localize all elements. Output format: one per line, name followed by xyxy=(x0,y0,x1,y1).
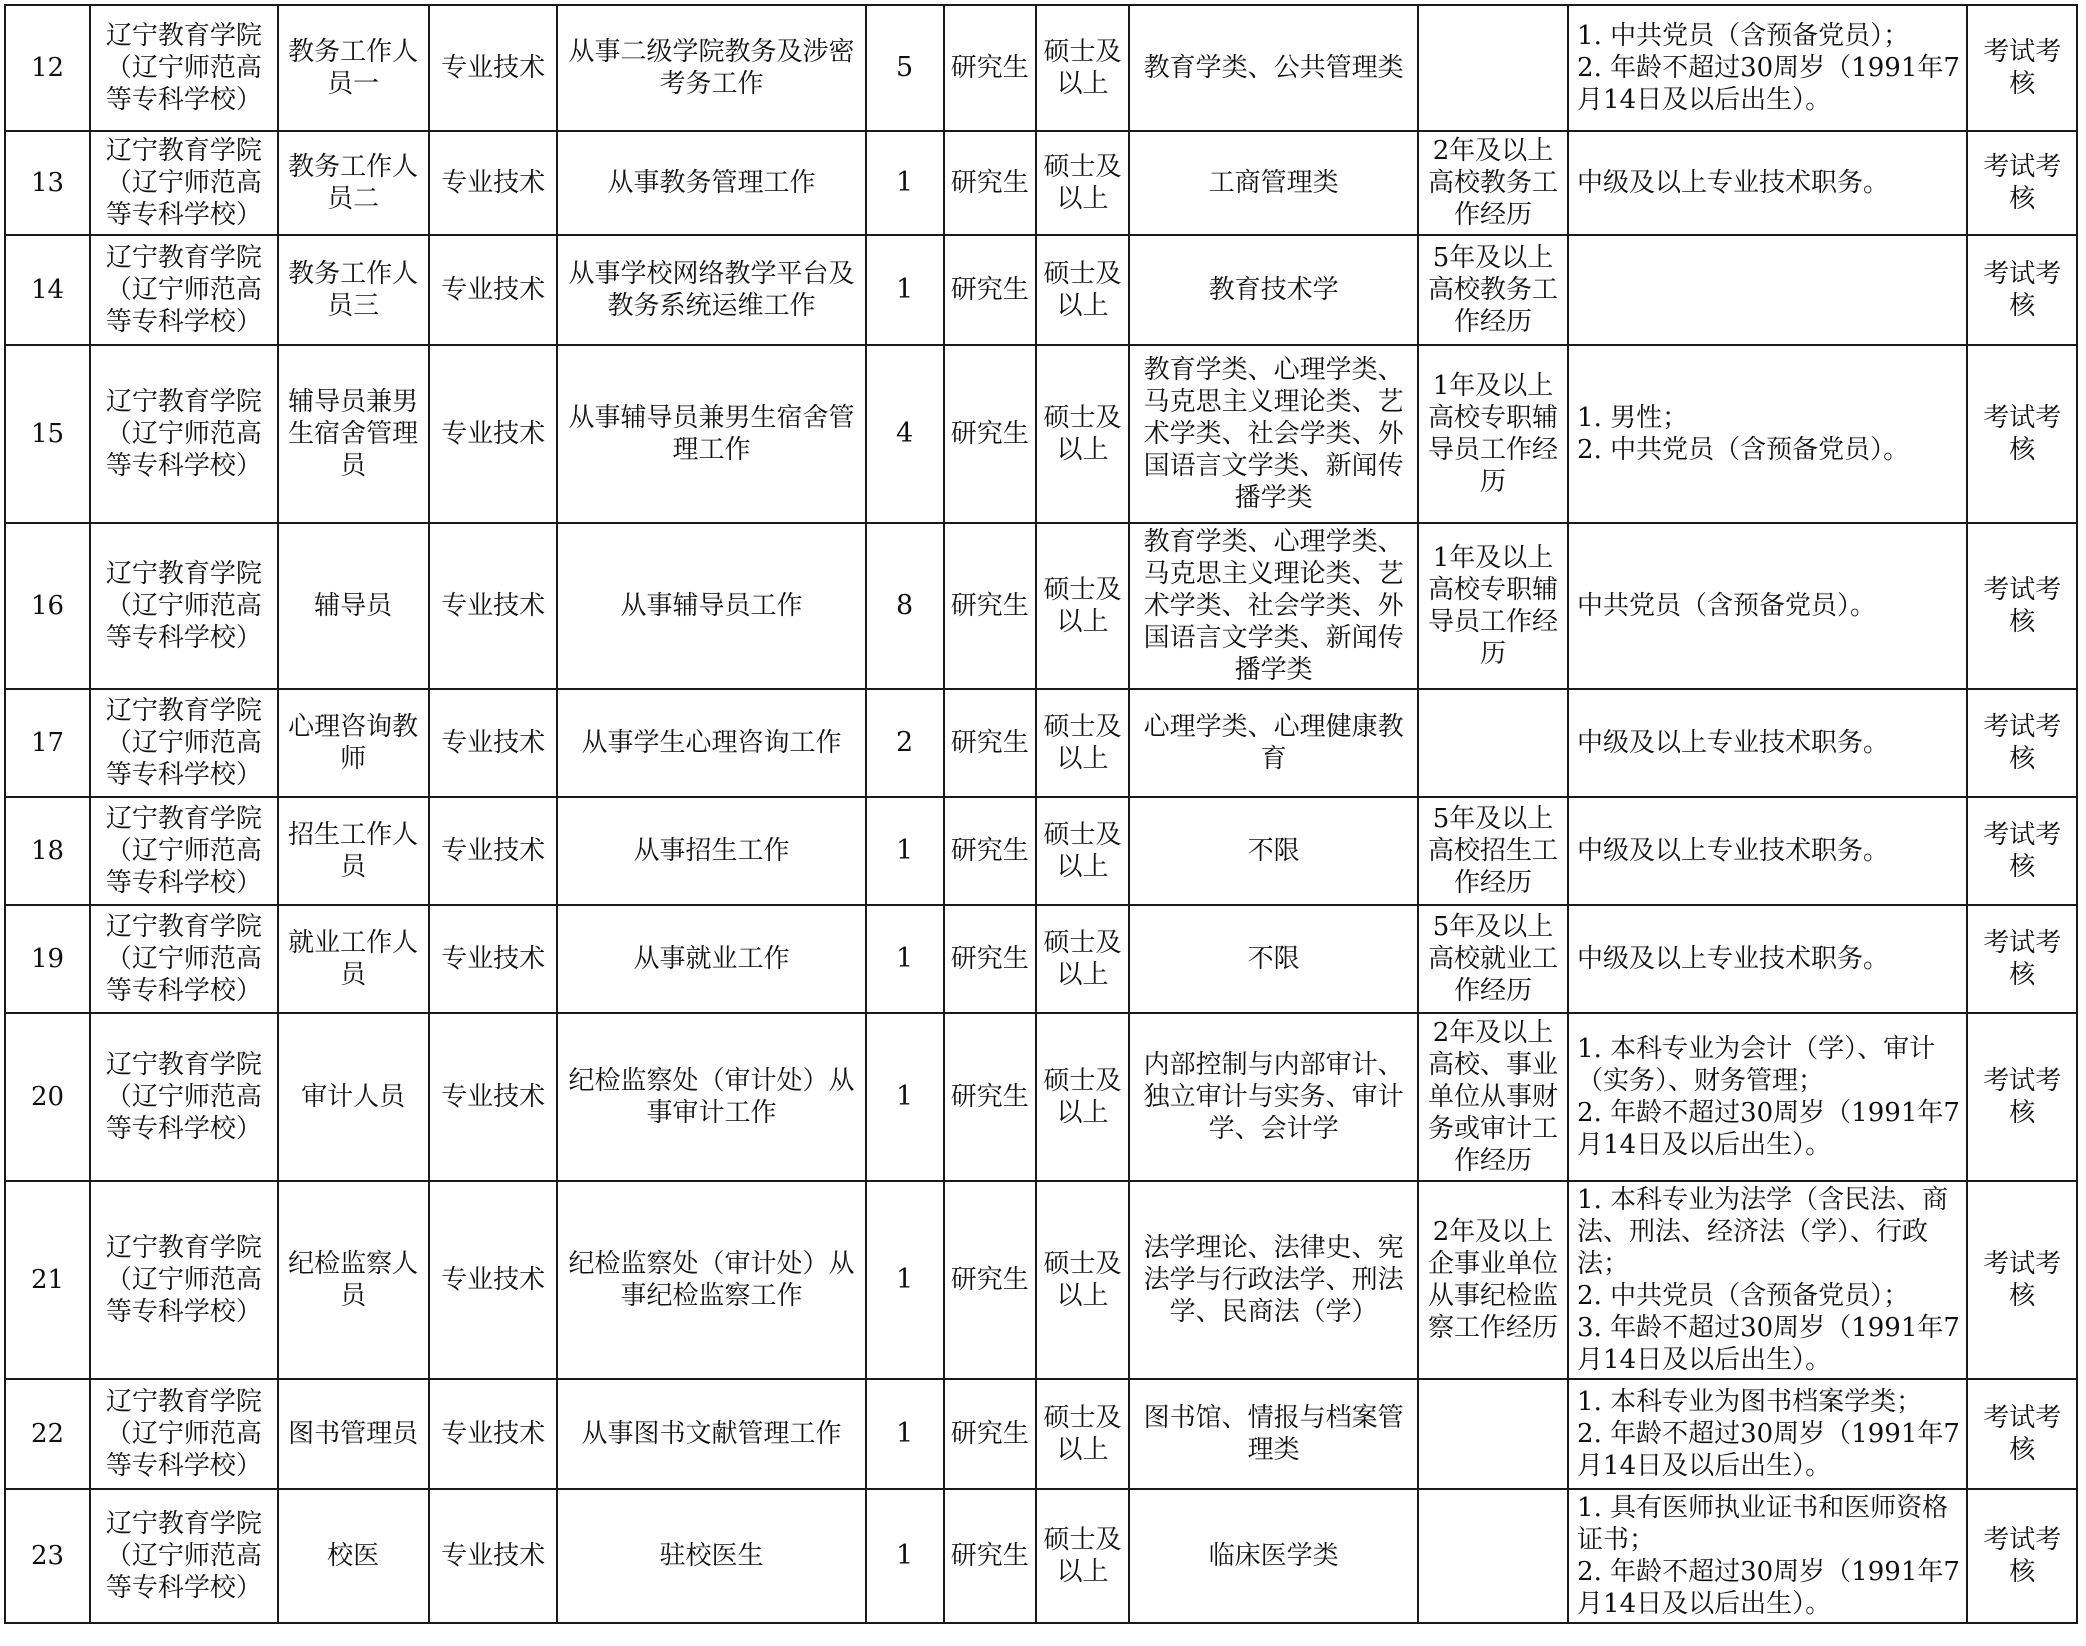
cell-index: 12 xyxy=(5,5,90,131)
cell-position: 纪检监察人员 xyxy=(278,1181,429,1379)
cell-category: 专业技术 xyxy=(429,1489,558,1623)
cell-degree: 硕士及以上 xyxy=(1036,345,1129,523)
cell-duty: 从事辅导员工作 xyxy=(557,523,865,689)
cell-duty: 从事学校网络教学平台及教务系统运维工作 xyxy=(557,235,865,345)
cell-index: 15 xyxy=(5,345,90,523)
table-row xyxy=(5,5,2077,131)
cell-duty: 从事招生工作 xyxy=(557,797,865,905)
cell-index: 23 xyxy=(5,1489,90,1623)
cell-method: 考试考核 xyxy=(1967,523,2077,689)
cell-method: 考试考核 xyxy=(1967,1489,2077,1623)
table-row xyxy=(5,523,2077,689)
cell-education: 研究生 xyxy=(944,235,1036,345)
cell-conditions xyxy=(1568,235,1967,345)
cell-major: 图书馆、情报与档案管理类 xyxy=(1129,1379,1418,1489)
cell-degree: 硕士及以上 xyxy=(1036,1181,1129,1379)
condition-line: 2. 中共党员（含预备党员）。 xyxy=(1577,435,1910,465)
condition-line: 2. 年龄不超过30周岁（1991年7月14日及以后出生）。 xyxy=(1577,1557,1960,1619)
cell-degree: 硕士及以上 xyxy=(1036,523,1129,689)
cell-major: 内部控制与内部审计、独立审计与实务、审计学、会计学 xyxy=(1129,1013,1418,1181)
condition-line: 1. 本科专业为法学（含民法、商法、刑法、经济法（学）、行政法； xyxy=(1577,1185,1949,1279)
cell-experience: 2年及以上企事业单位从事纪检监察工作经历 xyxy=(1418,1181,1568,1379)
cell-count: 8 xyxy=(866,523,944,689)
cell-unit: 辽宁教育学院（辽宁师范高等专科学校） xyxy=(90,1013,278,1181)
cell-unit: 辽宁教育学院（辽宁师范高等专科学校） xyxy=(90,345,278,523)
cell-category: 专业技术 xyxy=(429,523,558,689)
cell-position: 图书管理员 xyxy=(278,1379,429,1489)
cell-unit: 辽宁教育学院（辽宁师范高等专科学校） xyxy=(90,1379,278,1489)
cell-count: 1 xyxy=(866,1181,944,1379)
cell-index: 22 xyxy=(5,1379,90,1489)
cell-index: 14 xyxy=(5,235,90,345)
cell-major: 教育学类、心理学类、马克思主义理论类、艺术学类、社会学类、外国语言文学类、新闻传播学类 xyxy=(1129,345,1418,523)
cell-category: 专业技术 xyxy=(429,131,558,235)
cell-experience xyxy=(1418,5,1568,131)
cell-degree: 硕士及以上 xyxy=(1036,689,1129,797)
cell-position: 招生工作人员 xyxy=(278,797,429,905)
cell-method: 考试考核 xyxy=(1967,1181,2077,1379)
condition-line: 中级及以上专业技术职务。 xyxy=(1577,836,1890,866)
cell-method: 考试考核 xyxy=(1967,235,2077,345)
cell-education: 研究生 xyxy=(944,905,1036,1013)
cell-education: 研究生 xyxy=(944,1013,1036,1181)
cell-position: 辅导员兼男生宿舍管理员 xyxy=(278,345,429,523)
cell-conditions xyxy=(1568,5,1967,131)
cell-category: 专业技术 xyxy=(429,5,558,131)
cell-unit: 辽宁教育学院（辽宁师范高等专科学校） xyxy=(90,905,278,1013)
cell-index: 21 xyxy=(5,1181,90,1379)
cell-duty: 从事教务管理工作 xyxy=(557,131,865,235)
cell-position: 教务工作人员二 xyxy=(278,131,429,235)
condition-line: 中级及以上专业技术职务。 xyxy=(1577,944,1890,974)
condition-line: 2. 年龄不超过30周岁（1991年7月14日及以后出生）。 xyxy=(1577,1098,1960,1160)
cell-method: 考试考核 xyxy=(1967,689,2077,797)
table-row xyxy=(5,689,2077,797)
cell-duty: 纪检监察处（审计处）从事纪检监察工作 xyxy=(557,1181,865,1379)
condition-line: 3. 年龄不超过30周岁（1991年7月14日及以后出生）。 xyxy=(1577,1313,1960,1375)
cell-category: 专业技术 xyxy=(429,905,558,1013)
condition-line: 1. 本科专业为会计（学）、审计（实务）、财务管理； xyxy=(1577,1034,1936,1096)
cell-category: 专业技术 xyxy=(429,235,558,345)
cell-method: 考试考核 xyxy=(1967,5,2077,131)
cell-education: 研究生 xyxy=(944,1379,1036,1489)
cell-education: 研究生 xyxy=(944,131,1036,235)
cell-unit: 辽宁教育学院（辽宁师范高等专科学校） xyxy=(90,523,278,689)
table-row xyxy=(5,345,2077,523)
cell-conditions xyxy=(1568,1489,1967,1623)
cell-method: 考试考核 xyxy=(1967,345,2077,523)
cell-education: 研究生 xyxy=(944,5,1036,131)
cell-conditions xyxy=(1568,1181,1967,1379)
cell-degree: 硕士及以上 xyxy=(1036,1489,1129,1623)
cell-education: 研究生 xyxy=(944,1181,1036,1379)
cell-major: 教育学类、心理学类、马克思主义理论类、艺术学类、社会学类、外国语言文学类、新闻传播学类 xyxy=(1129,523,1418,689)
condition-line: 1. 男性； xyxy=(1577,403,1689,433)
cell-experience: 1年及以上高校专职辅导员工作经历 xyxy=(1418,523,1568,689)
cell-unit: 辽宁教育学院（辽宁师范高等专科学校） xyxy=(90,131,278,235)
cell-method: 考试考核 xyxy=(1967,797,2077,905)
cell-duty: 纪检监察处（审计处）从事审计工作 xyxy=(557,1013,865,1181)
cell-major: 临床医学类 xyxy=(1129,1489,1418,1623)
cell-education: 研究生 xyxy=(944,797,1036,905)
cell-experience: 1年及以上高校专职辅导员工作经历 xyxy=(1418,345,1568,523)
cell-experience xyxy=(1418,1489,1568,1623)
cell-position: 审计人员 xyxy=(278,1013,429,1181)
condition-line: 1. 中共党员（含预备党员）； xyxy=(1577,21,1910,51)
cell-method: 考试考核 xyxy=(1967,1379,2077,1489)
cell-degree: 硕士及以上 xyxy=(1036,797,1129,905)
cell-degree: 硕士及以上 xyxy=(1036,905,1129,1013)
cell-count: 1 xyxy=(866,235,944,345)
condition-line: 中级及以上专业技术职务。 xyxy=(1577,168,1890,198)
cell-count: 2 xyxy=(866,689,944,797)
table-body xyxy=(5,5,2077,1623)
cell-major: 工商管理类 xyxy=(1129,131,1418,235)
table-row xyxy=(5,1379,2077,1489)
cell-duty: 从事辅导员兼男生宿舍管理工作 xyxy=(557,345,865,523)
cell-duty: 从事二级学院教务及涉密考务工作 xyxy=(557,5,865,131)
cell-experience: 5年及以上高校教务工作经历 xyxy=(1418,235,1568,345)
cell-conditions xyxy=(1568,689,1967,797)
condition-line: 2. 中共党员（含预备党员）； xyxy=(1577,1281,1910,1311)
cell-degree: 硕士及以上 xyxy=(1036,1013,1129,1181)
cell-count: 1 xyxy=(866,1013,944,1181)
cell-unit: 辽宁教育学院（辽宁师范高等专科学校） xyxy=(90,1181,278,1379)
cell-index: 13 xyxy=(5,131,90,235)
cell-major: 法学理论、法律史、宪法学与行政法学、刑法学、民商法（学） xyxy=(1129,1181,1418,1379)
cell-unit: 辽宁教育学院（辽宁师范高等专科学校） xyxy=(90,5,278,131)
cell-method: 考试考核 xyxy=(1967,131,2077,235)
table-row xyxy=(5,905,2077,1013)
cell-index: 18 xyxy=(5,797,90,905)
cell-count: 1 xyxy=(866,1379,944,1489)
cell-unit: 辽宁教育学院（辽宁师范高等专科学校） xyxy=(90,1489,278,1623)
table-row xyxy=(5,1181,2077,1379)
cell-duty: 从事就业工作 xyxy=(557,905,865,1013)
cell-count: 1 xyxy=(866,905,944,1013)
cell-index: 17 xyxy=(5,689,90,797)
cell-experience: 5年及以上高校就业工作经历 xyxy=(1418,905,1568,1013)
cell-category: 专业技术 xyxy=(429,345,558,523)
cell-unit: 辽宁教育学院（辽宁师范高等专科学校） xyxy=(90,235,278,345)
cell-major: 不限 xyxy=(1129,797,1418,905)
cell-method: 考试考核 xyxy=(1967,1013,2077,1181)
cell-education: 研究生 xyxy=(944,345,1036,523)
condition-line: 1. 本科专业为图书档案学类； xyxy=(1577,1387,1923,1417)
cell-conditions xyxy=(1568,1013,1967,1181)
cell-method: 考试考核 xyxy=(1967,905,2077,1013)
cell-conditions xyxy=(1568,345,1967,523)
cell-conditions xyxy=(1568,1379,1967,1489)
cell-position: 就业工作人员 xyxy=(278,905,429,1013)
condition-line: 2. 年龄不超过30周岁（1991年7月14日及以后出生）。 xyxy=(1577,53,1960,115)
table-row xyxy=(5,797,2077,905)
cell-position: 教务工作人员一 xyxy=(278,5,429,131)
cell-duty: 从事学生心理咨询工作 xyxy=(557,689,865,797)
cell-degree: 硕士及以上 xyxy=(1036,5,1129,131)
cell-major: 教育技术学 xyxy=(1129,235,1418,345)
condition-line: 2. 年龄不超过30周岁（1991年7月14日及以后出生）。 xyxy=(1577,1419,1960,1481)
cell-index: 16 xyxy=(5,523,90,689)
condition-line: 中级及以上专业技术职务。 xyxy=(1577,728,1890,758)
table-row xyxy=(5,235,2077,345)
cell-category: 专业技术 xyxy=(429,1379,558,1489)
cell-count: 5 xyxy=(866,5,944,131)
cell-category: 专业技术 xyxy=(429,797,558,905)
table-row xyxy=(5,1489,2077,1623)
cell-education: 研究生 xyxy=(944,523,1036,689)
cell-conditions xyxy=(1568,905,1967,1013)
condition-line: 1. 具有医师执业证书和医师资格证书； xyxy=(1577,1493,1949,1555)
cell-major: 不限 xyxy=(1129,905,1418,1013)
cell-conditions xyxy=(1568,131,1967,235)
cell-count: 4 xyxy=(866,345,944,523)
cell-count: 1 xyxy=(866,131,944,235)
cell-experience: 2年及以上高校教务工作经历 xyxy=(1418,131,1568,235)
cell-major: 心理学类、心理健康教育 xyxy=(1129,689,1418,797)
recruitment-table xyxy=(4,4,2078,1624)
cell-conditions xyxy=(1568,797,1967,905)
cell-position: 心理咨询教师 xyxy=(278,689,429,797)
cell-experience: 2年及以上高校、事业单位从事财务或审计工作经历 xyxy=(1418,1013,1568,1181)
cell-unit: 辽宁教育学院（辽宁师范高等专科学校） xyxy=(90,689,278,797)
cell-degree: 硕士及以上 xyxy=(1036,1379,1129,1489)
cell-experience xyxy=(1418,1379,1568,1489)
cell-category: 专业技术 xyxy=(429,689,558,797)
cell-category: 专业技术 xyxy=(429,1181,558,1379)
cell-major: 教育学类、公共管理类 xyxy=(1129,5,1418,131)
cell-count: 1 xyxy=(866,1489,944,1623)
cell-count: 1 xyxy=(866,797,944,905)
cell-index: 20 xyxy=(5,1013,90,1181)
table-row xyxy=(5,131,2077,235)
table-row xyxy=(5,1013,2077,1181)
cell-category: 专业技术 xyxy=(429,1013,558,1181)
cell-education: 研究生 xyxy=(944,689,1036,797)
cell-duty: 驻校医生 xyxy=(557,1489,865,1623)
cell-duty: 从事图书文献管理工作 xyxy=(557,1379,865,1489)
condition-line: 中共党员（含预备党员）。 xyxy=(1577,591,1877,621)
cell-experience: 5年及以上高校招生工作经历 xyxy=(1418,797,1568,905)
cell-unit: 辽宁教育学院（辽宁师范高等专科学校） xyxy=(90,797,278,905)
cell-position: 校医 xyxy=(278,1489,429,1623)
cell-education: 研究生 xyxy=(944,1489,1036,1623)
cell-experience xyxy=(1418,689,1568,797)
cell-position: 辅导员 xyxy=(278,523,429,689)
cell-conditions xyxy=(1568,523,1967,689)
cell-position: 教务工作人员三 xyxy=(278,235,429,345)
cell-index: 19 xyxy=(5,905,90,1013)
cell-degree: 硕士及以上 xyxy=(1036,235,1129,345)
cell-degree: 硕士及以上 xyxy=(1036,131,1129,235)
